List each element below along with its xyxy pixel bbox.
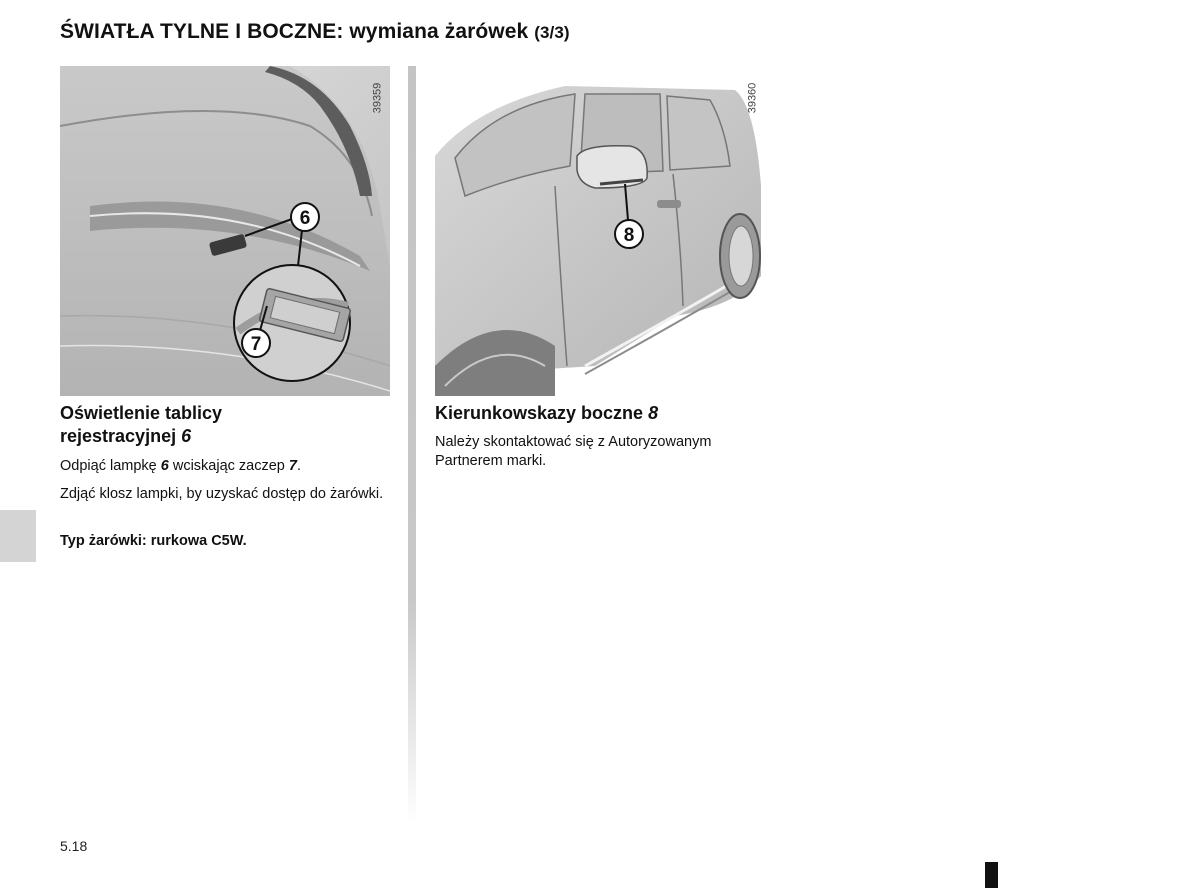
instruction-remove-lens: Zdjąć klosz lampki, by uzyskać dostęp do żarówki. bbox=[60, 486, 384, 502]
heading-side-indicators: Kierunkowskazy boczne bbox=[435, 403, 644, 423]
licence-plate-lamp-illustration bbox=[60, 66, 390, 396]
para1-ref-7: 7 bbox=[288, 458, 297, 474]
figure-number-right: 39360 bbox=[746, 82, 759, 114]
section-heading-licence-plate bbox=[60, 402, 390, 448]
callout-6-label: 6 bbox=[299, 208, 311, 229]
callout-8-label: 8 bbox=[623, 225, 635, 246]
side-indicator-illustration bbox=[435, 66, 765, 396]
heading-ref-8: 8 bbox=[648, 403, 659, 423]
chapter-tab bbox=[0, 510, 36, 562]
para1-text-a: Odpiąć lampkę bbox=[60, 458, 161, 474]
callout-8 bbox=[615, 220, 643, 248]
heading-ref-6: 6 bbox=[181, 426, 192, 446]
column-divider bbox=[408, 66, 416, 826]
figure-number-left: 39359 bbox=[371, 82, 384, 114]
page-title-main: ŚWIATŁA TYLNE I BOCZNE: wymiana żarówek bbox=[60, 20, 529, 43]
instruction-unclip-lamp bbox=[60, 457, 390, 476]
corner-mark bbox=[985, 862, 998, 888]
para1-text-c: . bbox=[296, 458, 302, 474]
figure-licence-plate-lamp bbox=[60, 66, 390, 396]
heading-line2: rejestracyjnej bbox=[60, 426, 177, 446]
section-heading-side-indicators bbox=[435, 402, 775, 425]
heading-line1: Oświetlenie tablicy bbox=[60, 403, 223, 423]
callout-6 bbox=[291, 203, 319, 231]
para1-text-b: wciskając zaczep bbox=[168, 458, 289, 474]
figure-side-indicator bbox=[435, 66, 765, 396]
callout-7 bbox=[242, 329, 270, 357]
callout-7-label: 7 bbox=[250, 334, 262, 355]
para1-ref-6: 6 bbox=[160, 458, 169, 474]
page-number: 5.18 bbox=[60, 838, 88, 854]
bulb-type: Typ żarówki: rurkowa C5W. bbox=[60, 533, 247, 549]
page-title-sub: (3/3) bbox=[534, 23, 570, 42]
page-title bbox=[60, 20, 570, 44]
instruction-contact-dealer: Należy skontaktować się z Autoryzowanym Partnerem marki. bbox=[435, 434, 712, 469]
